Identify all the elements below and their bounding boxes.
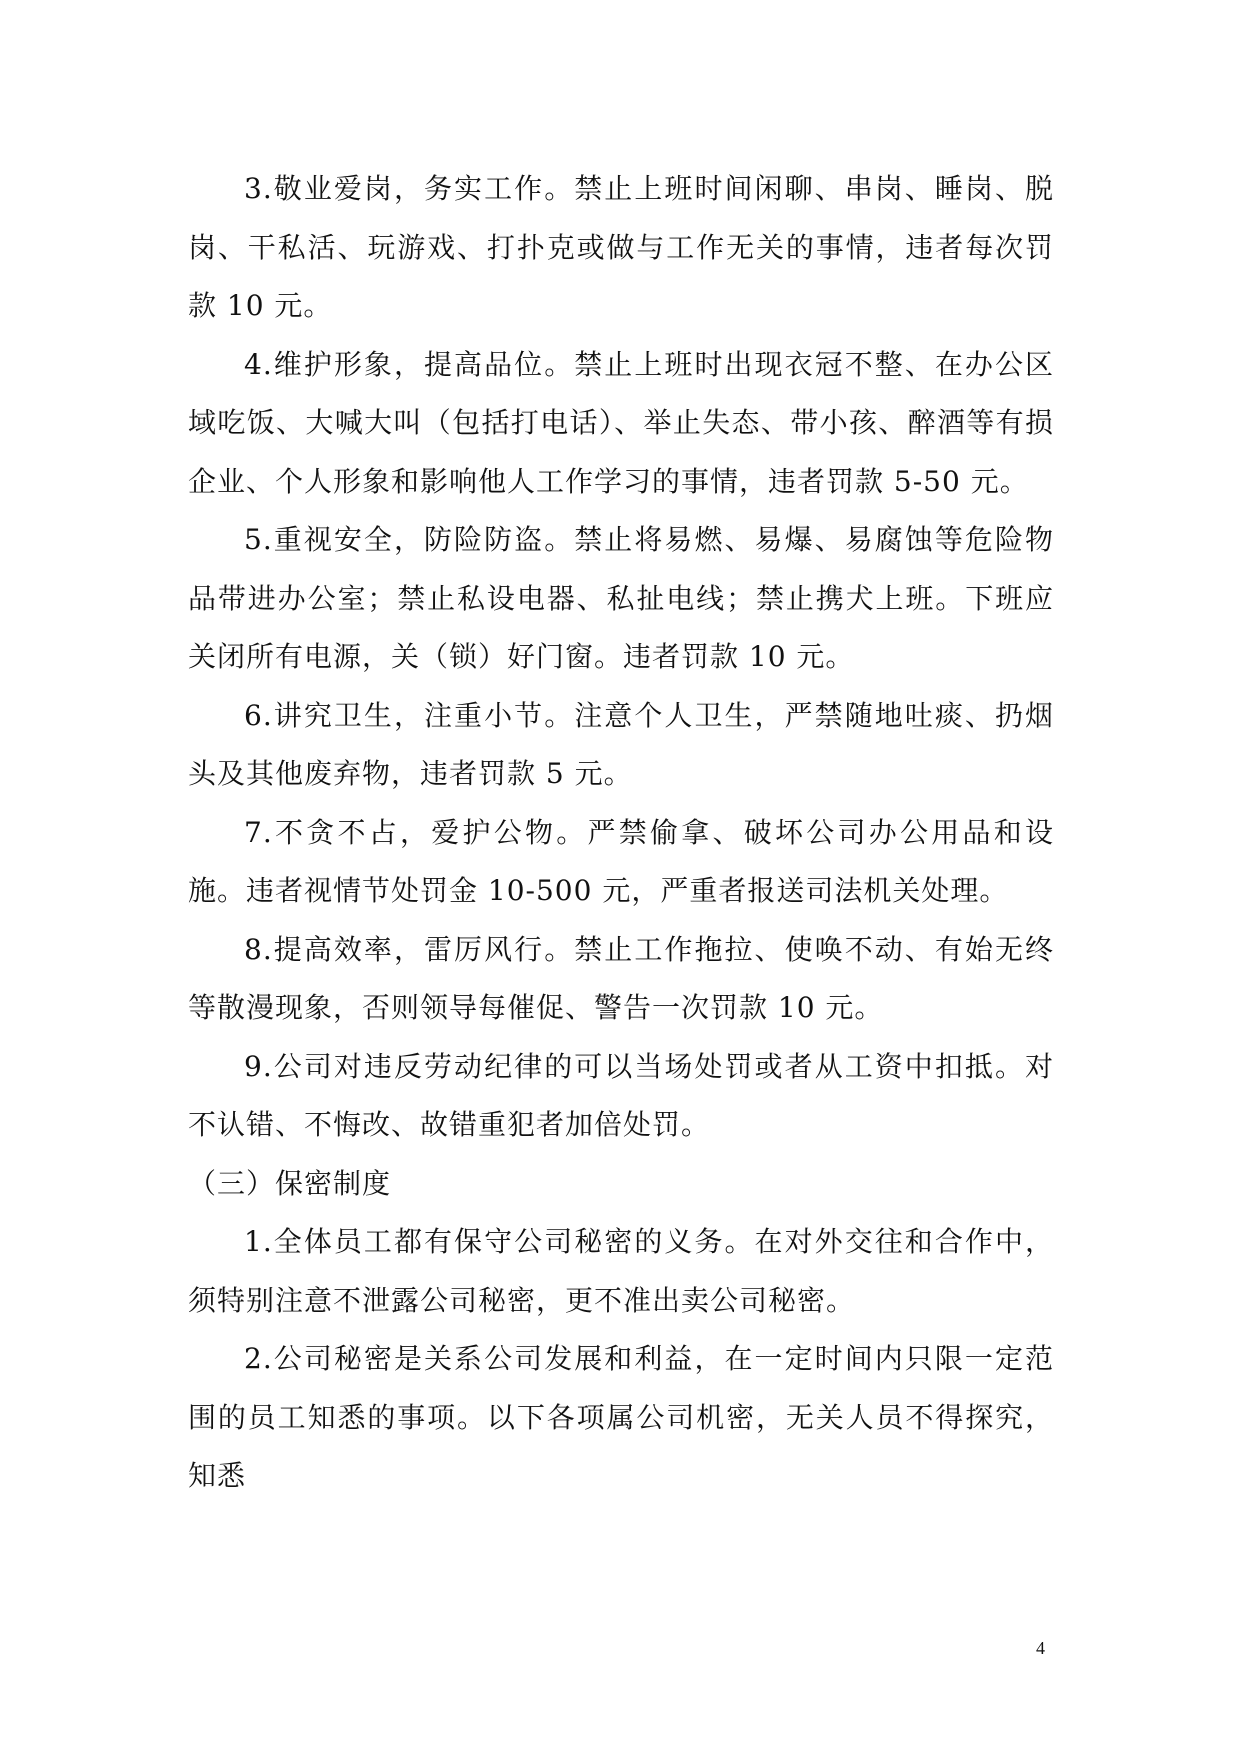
- paragraph-rule-6: 6.讲究卫生，注重小节。注意个人卫生，严禁随地吐痰、扔烟头及其他废弃物，违者罚款 5 元。: [188, 698, 1054, 790]
- paragraph-confidentiality-2: 2.公司秘密是关系公司发展和利益，在一定时间内只限一定范围的员工知悉的事项。以下各项属公司机密，无关人员不得探究，知悉: [188, 1342, 1054, 1492]
- paragraph-rule-7: 7.不贪不占，爱护公物。严禁偷拿、破坏公司办公用品和设施。违者视情节处罚金 10-500 元，严重者报送司法机关处理。: [188, 815, 1054, 907]
- paragraph-rule-5: 5.重视安全，防险防盗。禁止将易燃、易爆、易腐蚀等危险物品带进办公室；禁止私设电器、私扯电线；禁止携犬上班。下班应关闭所有电源，关（锁）好门窗。违者罚款 10 元。: [188, 523, 1054, 673]
- paragraph-rule-3: 3.敬业爱岗，务实工作。禁止上班时间闲聊、串岗、睡岗、脱岗、干私活、玩游戏、打扑克或做与工作无关的事情，违者每次罚款 10 元。: [188, 172, 1054, 322]
- page-number: 4: [1036, 1638, 1045, 1658]
- paragraph-confidentiality-1: 1.全体员工都有保守公司秘密的义务。在对外交往和合作中，须特别注意不泄露公司秘密，更不准出卖公司秘密。: [188, 1225, 1054, 1317]
- paragraph-rule-4: 4.维护形象，提高品位。禁止上班时出现衣冠不整、在办公区域吃饭、大喊大叫（包括打电话）、举止失态、带小孩、醉酒等有损企业、个人形象和影响他人工作学习的事情，违者罚款 5-50 元。: [188, 347, 1054, 498]
- document-body: [188, 160, 1054, 1506]
- paragraph-rule-9: 9.公司对违反劳动纪律的可以当场处罚或者从工资中扣抵。对不认错、不悔改、故错重犯者加倍处罚。: [188, 1049, 1054, 1141]
- section-heading-confidentiality: （三）保密制度: [188, 1166, 392, 1200]
- paragraph-rule-8: 8.提高效率，雷厉风行。禁止工作拖拉、使唤不动、有始无终等散漫现象，否则领导每催促、警告一次罚款 10 元。: [188, 932, 1054, 1024]
